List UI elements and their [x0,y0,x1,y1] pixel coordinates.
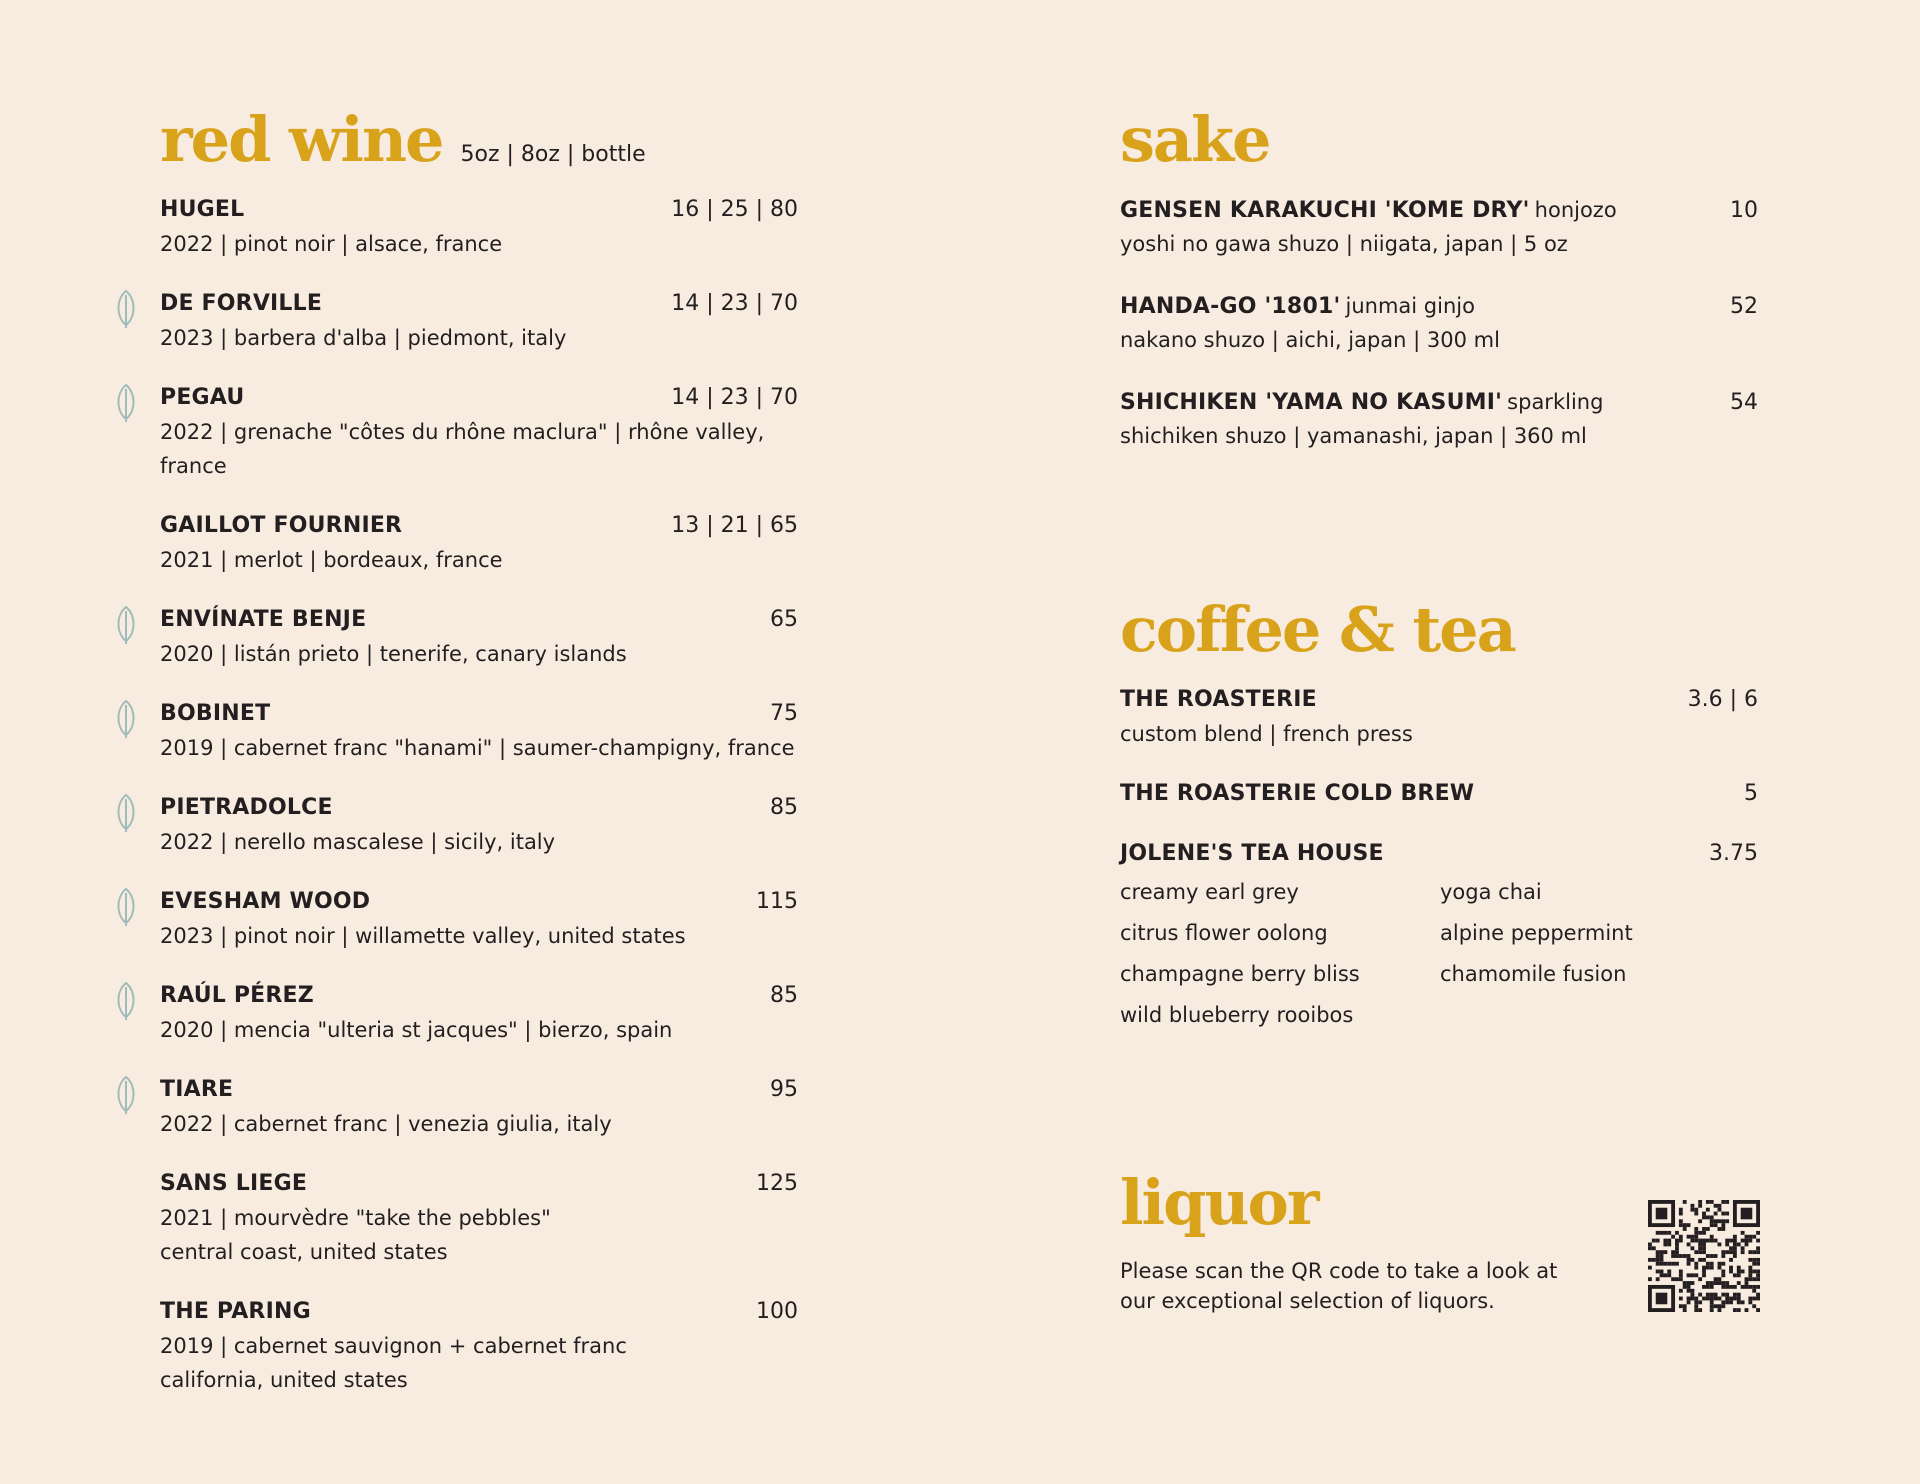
menu-item [160,1295,798,1397]
item-style: junmai ginjo [1345,294,1475,318]
item-title [160,287,322,322]
item-description: 2019 | cabernet sauvignon + cabernet franc [160,1334,627,1358]
leaf-icon [114,699,138,739]
item-price: 13 | 21 | 65 [671,513,798,538]
sake-section [1120,105,1758,453]
item-header [1120,683,1758,717]
tea-flavor: champagne berry bliss [1120,962,1360,986]
item-description: 2021 | merlot | bordeaux, france [160,548,503,572]
serving-sizes: 5oz | 8oz | bottle [460,142,646,167]
item-title [160,603,366,638]
item-header [160,603,798,637]
item-price: 100 [756,1299,798,1324]
red-wine-section [160,105,798,1423]
item-title [1120,683,1317,718]
item-description: 2022 | grenache "côtes du rhône maclura" | rhône valley, france [160,420,765,478]
item-name: THE ROASTERIE COLD BREW [1120,781,1475,806]
item-description: 2019 | cabernet franc "hanami" | saumer-champigny, france [160,736,795,760]
item-title [1120,289,1475,325]
item-description: 2022 | pinot noir | alsace, france [160,232,503,256]
item-title [160,1167,307,1202]
red-wine-heading-row [160,105,798,175]
leaf-icon [114,887,138,927]
item-title [1120,193,1617,229]
item-description: yoshi no gawa shuzo | niigata, japan | 5 oz [1120,232,1568,256]
menu-item [160,1073,798,1141]
item-title [1120,777,1474,812]
menu-item [160,979,798,1047]
menu-item [160,697,798,765]
tea-flavor: alpine peppermint [1440,921,1633,945]
coffee-tea-section [1120,595,1758,1032]
item-name: THE PARING [160,1299,311,1324]
item-header [160,1073,798,1107]
coffee-tea-title: coffee & tea [1120,593,1515,666]
item-header [160,381,798,415]
item-name: BOBINET [160,701,271,726]
item-description: 2021 | mourvèdre "take the pebbles" [160,1206,551,1230]
item-name: ENVÍNATE BENJE [160,607,367,632]
sake-title: sake [1120,103,1270,176]
item-title [160,381,244,416]
item-description: 2023 | barbera d'alba | piedmont, italy [160,326,567,350]
tea-flavor-grid [1120,875,1758,1032]
item-price: 16 | 25 | 80 [671,197,798,222]
menu-item [1120,777,1758,811]
item-name: PEGAU [160,385,245,410]
leaf-icon [114,383,138,423]
item-header [1120,289,1758,323]
tea-flavor: yoga chai [1440,880,1542,904]
item-header [1120,385,1758,419]
tea-flavor: creamy earl grey [1120,880,1299,904]
item-style: sparkling [1507,390,1604,414]
item-name: TIARE [160,1077,234,1102]
item-price: 125 [756,1171,798,1196]
leaf-icon [114,1075,138,1115]
menu-item [1120,683,1758,751]
item-title [1120,385,1603,421]
menu-item [160,791,798,859]
liquor-note: Please scan the QR code to take a look at our exceptional selection of liquors. [1120,1259,1558,1313]
item-price: 85 [770,983,798,1008]
item-name: EVESHAM WOOD [160,889,371,914]
item-name: RAÚL PÉREZ [160,983,314,1008]
item-header [160,885,798,919]
item-name: DE FORVILLE [160,291,323,316]
item-title [160,791,333,826]
item-price: 115 [756,889,798,914]
item-description: 2023 | pinot noir | willamette valley, united states [160,924,686,948]
leaf-icon [114,981,138,1021]
menu-item [160,287,798,355]
item-description: 2022 | nerello mascalese | sicily, italy [160,830,556,854]
menu-item [1120,193,1758,261]
item-price: 65 [770,607,798,632]
item-price: 52 [1730,294,1758,319]
item-description: 2020 | listán prieto | tenerife, canary islands [160,642,627,666]
item-description: nakano shuzo | aichi, japan | 300 ml [1120,328,1500,352]
item-header [1120,777,1758,811]
tea-flavor: chamomile fusion [1440,962,1627,986]
item-title [1120,837,1384,872]
item-title [160,509,402,544]
leaf-icon [114,605,138,645]
item-title [160,885,370,920]
item-name: HUGEL [160,197,245,222]
leaf-icon [114,793,138,833]
menu-item [160,381,798,483]
item-header [160,697,798,731]
item-name: GENSEN KARAKUCHI 'KOME DRY' [1120,198,1530,223]
coffee-list [1120,683,1758,871]
item-header [1120,837,1758,871]
leaf-icon [114,289,138,329]
item-price: 85 [770,795,798,820]
item-name: SANS LIEGE [160,1171,308,1196]
item-header [160,1295,798,1329]
item-price: 54 [1730,390,1758,415]
sake-list [1120,193,1758,453]
item-description: custom blend | french press [1120,722,1413,746]
item-title [160,979,314,1014]
menu-item [1120,385,1758,453]
item-header [1120,193,1758,227]
item-description: central coast, united states [160,1240,448,1264]
item-header [160,979,798,1013]
item-name: GAILLOT FOURNIER [160,513,403,538]
item-description: 2022 | cabernet franc | venezia giulia, italy [160,1112,612,1136]
item-header [160,193,798,227]
menu-item [1120,837,1758,871]
menu-item [160,1167,798,1269]
item-title [160,1073,233,1108]
item-price: 5 [1744,781,1758,806]
liquor-title: liquor [1120,1166,1318,1239]
item-price: 10 [1730,198,1758,223]
item-price: 3.75 [1709,841,1758,866]
item-price: 14 | 23 | 70 [671,291,798,316]
item-title [160,1295,311,1330]
menu-item [160,509,798,577]
item-price: 3.6 | 6 [1687,687,1758,712]
item-price: 75 [770,701,798,726]
menu-item [1120,289,1758,357]
tea-flavor: wild blueberry rooibos [1120,1003,1354,1027]
item-header [160,1167,798,1201]
item-title [160,193,244,228]
item-description: california, united states [160,1368,408,1392]
qr-code-icon[interactable] [1648,1200,1760,1312]
item-price: 95 [770,1077,798,1102]
item-name: PIETRADOLCE [160,795,333,820]
menu-item [160,885,798,953]
item-style: honjozo [1534,198,1617,222]
item-description: shichiken shuzo | yamanashi, japan | 360 ml [1120,424,1587,448]
item-header [160,287,798,321]
item-title [160,697,270,732]
item-description: 2020 | mencia "ulteria st jacques" | bierzo, spain [160,1018,673,1042]
item-name: HANDA-GO '1801' [1120,294,1341,319]
menu-item [160,193,798,261]
item-price: 14 | 23 | 70 [671,385,798,410]
wine-list [160,193,798,1397]
tea-flavor: citrus flower oolong [1120,921,1328,945]
item-header [160,509,798,543]
item-name: THE ROASTERIE [1120,687,1317,712]
item-name: SHICHIKEN 'YAMA NO KASUMI' [1120,390,1503,415]
menu-item [160,603,798,671]
item-header [160,791,798,825]
right-column [1120,103,1758,1027]
item-name: JOLENE'S TEA HOUSE [1120,841,1384,866]
red-wine-title: red wine [160,103,443,176]
